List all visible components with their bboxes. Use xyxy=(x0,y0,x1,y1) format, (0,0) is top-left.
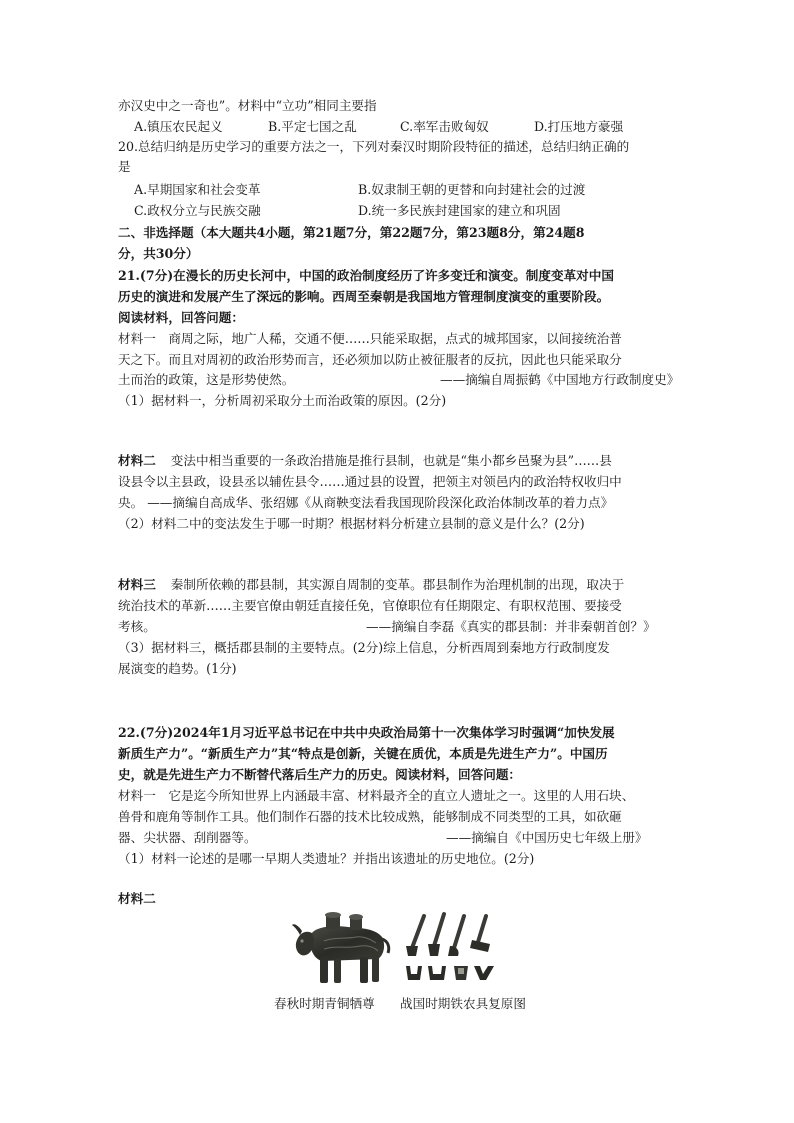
q21-material3-first-line xyxy=(118,575,624,595)
bronze-zun-caption: 春秋时期青铜牺尊 xyxy=(274,996,375,1011)
q21-intro-line: 历史的演进和发展产生了深远的影响。西周至秦朝是我国地方管理制度演变的重要阶段。 xyxy=(118,289,610,304)
q21-material2-first-line xyxy=(118,451,612,471)
q21-material1-source: ——摘编自周振鹤《中国地方行政制度史》 xyxy=(440,372,680,387)
q22-material1-source: ——摘编自《中国历史七年级上册》 xyxy=(446,830,648,845)
q22-material1-line: 兽骨和鹿角等制作工具。他们制作石器的技术比较成熟，能够制成不同类型的工具，如砍砸 xyxy=(118,809,622,824)
q22-intro-line: 史，就是先进生产力不断替代落后生产力的历史。阅读材料，回答问题： xyxy=(118,767,521,782)
q21-intro-line: 阅读材料，回答问题： xyxy=(118,310,244,325)
q21-question1: （1）据材料一，分析周初采取分土而治政策的原因。(2分) xyxy=(118,393,447,408)
q20-stem: 20.总结归纳是历史学习的重要方法之一，下列对秦汉时期阶段特征的描述，总结归纳正确的 xyxy=(118,139,630,154)
q21-material1-line: 天之下。而且对周初的政治形势而言，还必须加以防止被征服者的反抗，因此也只能采取分 xyxy=(118,352,622,367)
q22-question1: （1）材料一论述的是哪一早期人类遗址？并指出该遗址的历史地位。(2分) xyxy=(118,851,535,866)
q20-option-c: C.政权分立与民族交融 xyxy=(134,203,261,218)
q20-option-d: D.统一多民族封建国家的建立和巩固 xyxy=(358,203,561,218)
iron-tools-caption: 战国时期铁农具复原图 xyxy=(400,996,526,1011)
q22-material1-line: 器、尖状器、刮削器等。 xyxy=(118,830,257,845)
q22-intro-line: 22.(7分)2024年1月习近平总书记在中共中央政治局第十一次集体学习时强调“加快发展 xyxy=(118,725,615,740)
q21-material1-line: 材料一 商周之际，地广人稀，交通不便……只能采取据，点式的城邦国家，以间接统治普 xyxy=(118,331,622,346)
iron-tools-image xyxy=(400,910,500,985)
q22-intro-line: 新质生产力”。“新质生产力”其“特点是创新，关键在质优，本质是先进生产力”。中国历 xyxy=(118,746,608,761)
q20-stem-cont: 是 xyxy=(118,159,131,174)
q19-option-d: D.打压地方豪强 xyxy=(534,119,624,134)
q19-option-a: A.镇压农民起义 xyxy=(134,119,223,134)
q20-option-b: B.奴隶制王朝的更替和向封建社会的过渡 xyxy=(358,182,586,197)
q21-intro-line: 21.(7分)在漫长的历史长河中，中国的政治制度经历了许多变迁和演变。制度变革对中国 xyxy=(118,268,614,283)
q20-option-a: A.早期国家和社会变革 xyxy=(134,182,261,197)
q19-option-c: C.率军击败匈奴 xyxy=(400,119,489,134)
q21-material1-line: 土而治的政策，这是形势使然。 xyxy=(118,372,295,387)
q21-material2-line: 央。 ——摘编自高成华、张绍娜《从商鞅变法看我国现阶段深化政治体制改革的着力点》 xyxy=(118,495,614,510)
q21-material2-line: 设县令以主县政，设县丞以辅佐县令……通过县的设置，把领主对领邑内的政治特权收归中 xyxy=(118,474,622,489)
q21-question3: （3）据材料三，概括郡县制的主要特点。(2分)综上信息，分析西周到秦地方行政制度发 xyxy=(118,640,610,655)
q22-material1-line: 材料一 它是迄今所知世界上内涵最丰富、材料最齐全的直立人遗址之一。这里的人用石块、 xyxy=(118,788,635,803)
q21-material3-line: 考核。 xyxy=(118,619,156,634)
section-heading-cont: 分，共30分） xyxy=(118,246,199,261)
q21-material3-line: 统治技术的革新……主要官僚由朝廷直接任免，官僚职位有任期限定、有职权范围、要接受 xyxy=(118,598,622,613)
q19-option-b: B.平定七国之乱 xyxy=(268,119,357,134)
q21-material2-text: 变法中相当重要的一条政治措施是推行县制，也就是“集小都乡邑聚为县”……县 xyxy=(170,453,612,468)
q21-material3-text: 秦制所依赖的郡县制，其实源自周制的变革。郡县制作为治理机制的出现，取决于 xyxy=(170,577,625,592)
q22-material2-label: 材料二 xyxy=(118,891,156,906)
q21-material2-label: 材料二 xyxy=(118,453,156,468)
q21-question2: （2）材料二中的变法发生于哪一时期？根据材料分析建立县制的意义是什么？(2分) xyxy=(118,516,585,531)
q21-question3-cont: 展演变的趋势。(1分) xyxy=(118,661,237,676)
q21-material3-source: ——摘编自李磊《真实的郡县制：并非秦朝首创？》 xyxy=(366,619,656,634)
q21-material3-label: 材料三 xyxy=(118,577,156,592)
q19-stem-tail: 亦汉史中之一奇也”。材料中“立功”相同主要指 xyxy=(118,98,377,113)
section-heading: 二、非选择题（本大题共4小题，第21题7分，第22题7分，第23题8分，第24题8 xyxy=(118,225,585,240)
bronze-zun-image xyxy=(290,905,395,987)
